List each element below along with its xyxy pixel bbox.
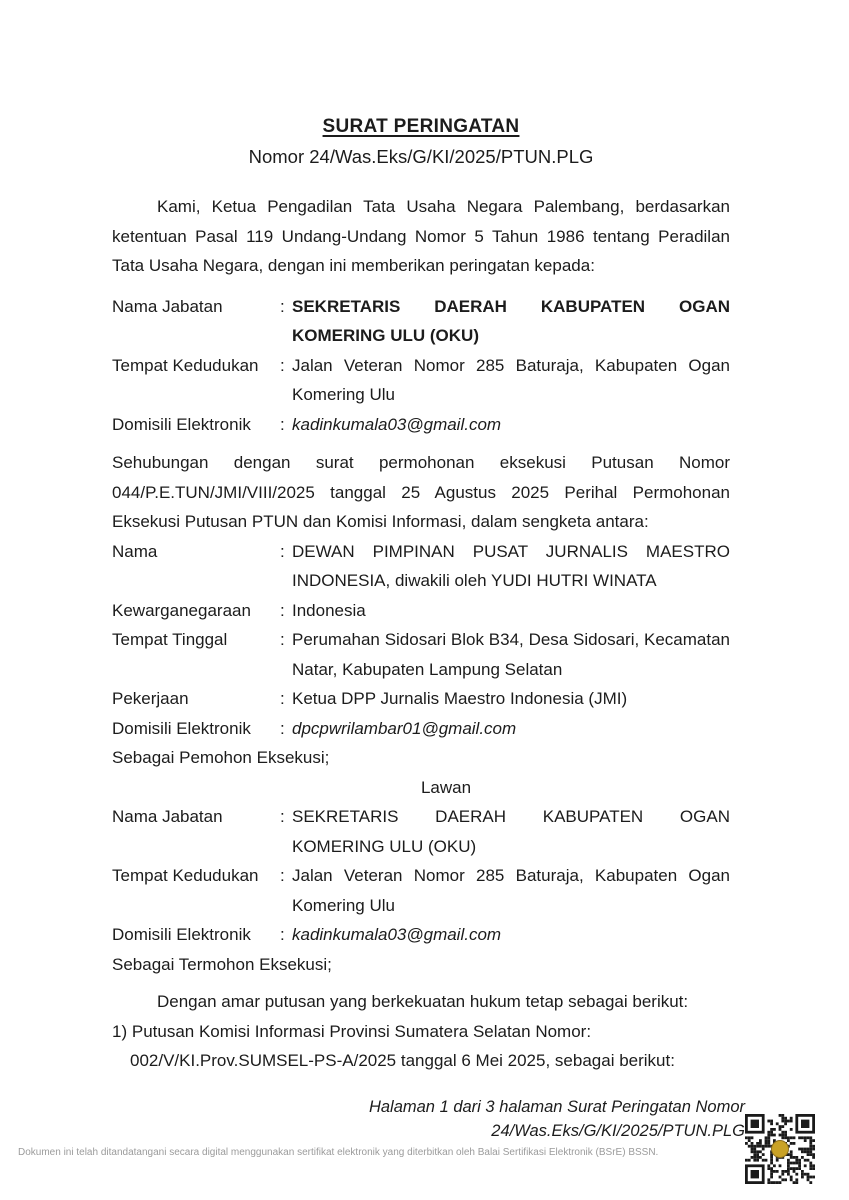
field-value: Jalan Veteran Nomor 285 Baturaja, Kabupaten Ogan Komering Ulu — [292, 355, 730, 404]
field-value: Perumahan Sidosari Blok B34, Desa Sidosari, Kecamatan Natar, Kabupaten Lampung Selatan — [292, 630, 730, 679]
ruling-list-item-1 — [112, 1017, 730, 1076]
field-label: Nama Jabatan — [112, 807, 223, 826]
field-colon: : — [280, 807, 285, 826]
field-label: Domisili Elektronik — [112, 718, 251, 738]
digital-signature-note: Dokumen ini telah ditandatangani secara digital menggunakan sertifikat elektronik yang diterbitkan oleh Balai Sertifikasi Elektronik (BSrE) BSSN. — [18, 1147, 659, 1158]
field-value: Ketua DPP Jurnalis Maestro Indonesia (JMI) — [292, 689, 628, 708]
field-value: kadinkumala03@gmail.com — [292, 414, 502, 434]
page-footer-note: Halaman 1 dari 3 halaman Surat Peringatan Nomor 24/Was.Eks/G/KI/2025/PTUN.PLG — [368, 1098, 745, 1140]
field-row-respondent-email — [112, 920, 730, 950]
field-row-petitioner-occupation — [112, 684, 730, 714]
case-paragraph: Sehubungan dengan surat permohonan eksekusi Putusan Nomor 044/P.E.TUN/JMI/VIII/2025 tanggal 25 Agustus 2025 Perihal Permohonan Eksekusi Putusan PTUN dan Komisi Informasi, dalam sengketa antara: — [112, 453, 730, 531]
petitioner-fields — [112, 537, 730, 773]
field-label: Kewarganegaraan — [112, 600, 251, 620]
field-row-recipient-name — [112, 292, 730, 351]
qr-center-logo — [772, 1141, 789, 1158]
field-row-recipient-email — [112, 410, 730, 440]
field-value: SEKRETARIS DAERAH KABUPATEN OGAN KOMERING ULU (OKU) — [292, 807, 730, 856]
field-colon: : — [280, 630, 285, 649]
versus-label: Lawan — [420, 777, 472, 797]
field-value: Indonesia — [292, 600, 366, 620]
intro-paragraph: Kami, Ketua Pengadilan Tata Usaha Negara Palembang, berdasarkan ketentuan Pasal 119 Undang-Undang Nomor 5 Tahun 1986 tentang Peradilan Tata Usaha Negara, dengan ini memberikan peringatan kepada: — [112, 197, 730, 275]
field-row-petitioner-email — [112, 714, 730, 744]
field-label: Domisili Elektronik — [112, 925, 251, 944]
field-row-petitioner-residence — [112, 625, 730, 684]
field-colon: : — [280, 925, 285, 944]
field-colon: : — [280, 866, 285, 885]
petitioner-role-line: Sebagai Pemohon Eksekusi; — [112, 748, 330, 767]
field-row-petitioner-name — [112, 537, 730, 596]
field-colon: : — [280, 296, 285, 316]
ruling-intro-paragraph: Dengan amar putusan yang berkekuatan hukum tetap sebagai berikut: — [157, 992, 689, 1011]
field-label: Tempat Kedudukan — [112, 866, 259, 885]
list-marker: 1) — [112, 1021, 128, 1041]
field-row-recipient-address — [112, 351, 730, 410]
field-value: dpcpwrilambar01@gmail.com — [292, 718, 517, 738]
field-row-petitioner-citizenship — [112, 596, 730, 626]
field-value: SEKRETARIS DAERAH KABUPATEN OGAN KOMERING ULU (OKU) — [292, 296, 730, 345]
field-value: Jalan Veteran Nomor 285 Baturaja, Kabupaten Ogan Komering Ulu — [292, 866, 730, 915]
field-value: DEWAN PIMPINAN PUSAT JURNALIS MAESTRO INDONESIA, diwakili oleh YUDI HUTRI WINATA — [292, 541, 730, 590]
field-row-respondent-address — [112, 861, 730, 920]
document-content — [112, 0, 730, 1076]
field-colon: : — [280, 414, 285, 434]
recipient-fields — [112, 292, 730, 440]
field-row-respondent-name — [112, 802, 730, 861]
respondent-role-line: Sebagai Termohon Eksekusi; — [112, 954, 332, 974]
field-colon: : — [280, 718, 285, 738]
field-colon: : — [280, 541, 285, 561]
respondent-fields — [112, 802, 730, 979]
field-value: kadinkumala03@gmail.com — [292, 925, 502, 944]
list-item-text: Putusan Komisi Informasi Provinsi Sumatera Selatan Nomor: 002/V/KI.Prov.SUMSEL-PS-A/2025 tanggal 6 Mei 2025, sebagai berikut: — [130, 1021, 675, 1070]
field-label: Tempat Tinggal — [112, 630, 228, 649]
field-label: Nama Jabatan — [112, 296, 223, 316]
field-label: Pekerjaan — [112, 689, 189, 708]
field-label: Tempat Kedudukan — [112, 355, 259, 375]
document-title: SURAT PERINGATAN — [322, 116, 520, 137]
field-label: Domisili Elektronik — [112, 414, 251, 434]
field-colon: : — [280, 689, 285, 708]
qr-code — [745, 1114, 815, 1184]
field-colon: : — [280, 600, 285, 620]
field-label: Nama — [112, 541, 158, 561]
field-colon: : — [280, 355, 285, 375]
document-header — [112, 112, 730, 171]
document-number: Nomor 24/Was.Eks/G/KI/2025/PTUN.PLG — [248, 145, 594, 167]
